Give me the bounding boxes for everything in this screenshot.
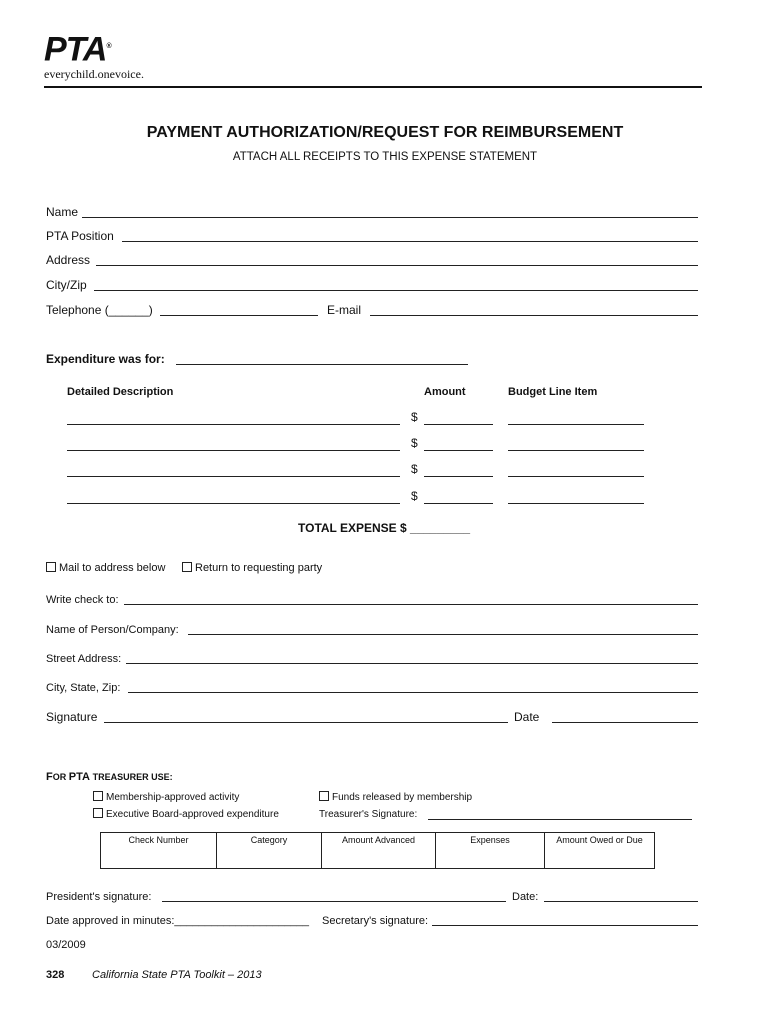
logo-tagline: everychild.onevoice.	[44, 67, 144, 82]
amount-field[interactable]	[424, 424, 493, 425]
secretary-signature-field[interactable]	[432, 925, 698, 926]
position-label: PTA Position	[46, 229, 114, 243]
description-field[interactable]	[67, 450, 400, 451]
form-subtitle: ATTACH ALL RECEIPTS TO THIS EXPENSE STATEMENT	[232, 151, 538, 163]
treasurer-heading: FOR PTA TREASURER USE:	[46, 771, 173, 783]
checkbox-icon[interactable]	[182, 562, 192, 572]
expenses-cell[interactable]: Expenses	[436, 833, 545, 869]
cityzip-label: City/Zip	[46, 278, 87, 292]
col-budget-header: Budget Line Item	[508, 386, 598, 398]
mail-option[interactable]: Mail to address below	[46, 561, 165, 575]
form-title: PAYMENT AUTHORIZATION/REQUEST FOR REIMBURSEMENT	[146, 124, 624, 141]
date-label: Date	[514, 710, 540, 724]
total-expense[interactable]: TOTAL EXPENSE $ _________	[298, 521, 471, 535]
board-expenditure-option[interactable]: Executive Board-approved expenditure	[93, 808, 279, 822]
secretary-signature-label: Secretary's signature:	[322, 915, 429, 927]
page-number: 328	[46, 969, 65, 981]
signature-field[interactable]	[104, 722, 508, 723]
category-cell[interactable]: Category	[217, 833, 322, 869]
address-field[interactable]	[96, 265, 698, 266]
person-company-label: Name of Person/Company:	[46, 624, 179, 636]
amount-advanced-cell[interactable]: Amount Advanced	[322, 833, 436, 869]
street-address-label: Street Address:	[46, 653, 122, 665]
city-state-zip-label: City, State, Zip:	[46, 682, 121, 694]
currency-sign: $	[411, 410, 418, 424]
treasurer-table	[100, 832, 655, 869]
membership-activity-option[interactable]: Membership-approved activity	[93, 791, 239, 805]
president-signature-field[interactable]	[162, 901, 506, 902]
cityzip-field[interactable]	[94, 290, 698, 291]
treasurer-signature-label: Treasurer's Signature:	[319, 809, 418, 820]
treasurer-signature-field[interactable]	[428, 819, 692, 820]
budget-line-field[interactable]	[508, 450, 644, 451]
publication-name: California State PTA Toolkit – 2013	[92, 969, 262, 981]
expenditure-label: Expenditure was for:	[46, 352, 165, 366]
telephone-field[interactable]	[160, 315, 318, 316]
amount-owed-cell[interactable]: Amount Owed or Due	[545, 833, 655, 869]
description-field[interactable]	[67, 424, 400, 425]
email-field[interactable]	[370, 315, 698, 316]
email-label: E-mail	[327, 303, 362, 317]
checkbox-icon[interactable]	[93, 791, 103, 801]
amount-field[interactable]	[424, 450, 493, 451]
checkbox-icon[interactable]	[319, 791, 329, 801]
amount-field[interactable]	[424, 503, 493, 504]
logo-mark: PTA®	[44, 30, 111, 69]
currency-sign: $	[411, 489, 418, 503]
table-row	[101, 833, 655, 869]
header-rule	[44, 86, 702, 88]
street-address-field[interactable]	[126, 663, 698, 664]
amount-field[interactable]	[424, 476, 493, 477]
president-signature-label: President's signature:	[46, 891, 152, 903]
checkbox-icon[interactable]	[46, 562, 56, 572]
minutes-date-field[interactable]: Date approved in minutes:______________________	[46, 915, 309, 927]
budget-line-field[interactable]	[508, 476, 644, 477]
check-number-cell[interactable]: Check Number	[101, 833, 217, 869]
description-field[interactable]	[67, 476, 400, 477]
budget-line-field[interactable]	[508, 503, 644, 504]
date-field[interactable]	[552, 722, 698, 723]
col-amount-header: Amount	[424, 386, 466, 398]
budget-line-field[interactable]	[508, 424, 644, 425]
approval-date-label: Date:	[512, 891, 539, 903]
description-field[interactable]	[67, 503, 400, 504]
city-state-zip-field[interactable]	[128, 692, 698, 693]
pta-logo	[44, 30, 144, 80]
name-field[interactable]	[82, 217, 698, 218]
write-check-label: Write check to:	[46, 594, 119, 606]
write-check-field[interactable]	[124, 604, 698, 605]
currency-sign: $	[411, 462, 418, 476]
return-option[interactable]: Return to requesting party	[182, 561, 322, 575]
funds-released-option[interactable]: Funds released by membership	[319, 791, 472, 805]
address-label: Address	[46, 253, 91, 267]
currency-sign: $	[411, 436, 418, 450]
expenditure-field[interactable]	[176, 364, 468, 365]
name-label: Name	[46, 205, 79, 219]
approval-date-field[interactable]	[544, 901, 698, 902]
revision-date: 03/2009	[46, 939, 86, 951]
col-description-header: Detailed Description	[67, 386, 174, 398]
telephone-label: Telephone (______)	[46, 303, 153, 317]
person-company-field[interactable]	[188, 634, 698, 635]
checkbox-icon[interactable]	[93, 808, 103, 818]
position-field[interactable]	[122, 241, 698, 242]
signature-label: Signature	[46, 710, 98, 724]
